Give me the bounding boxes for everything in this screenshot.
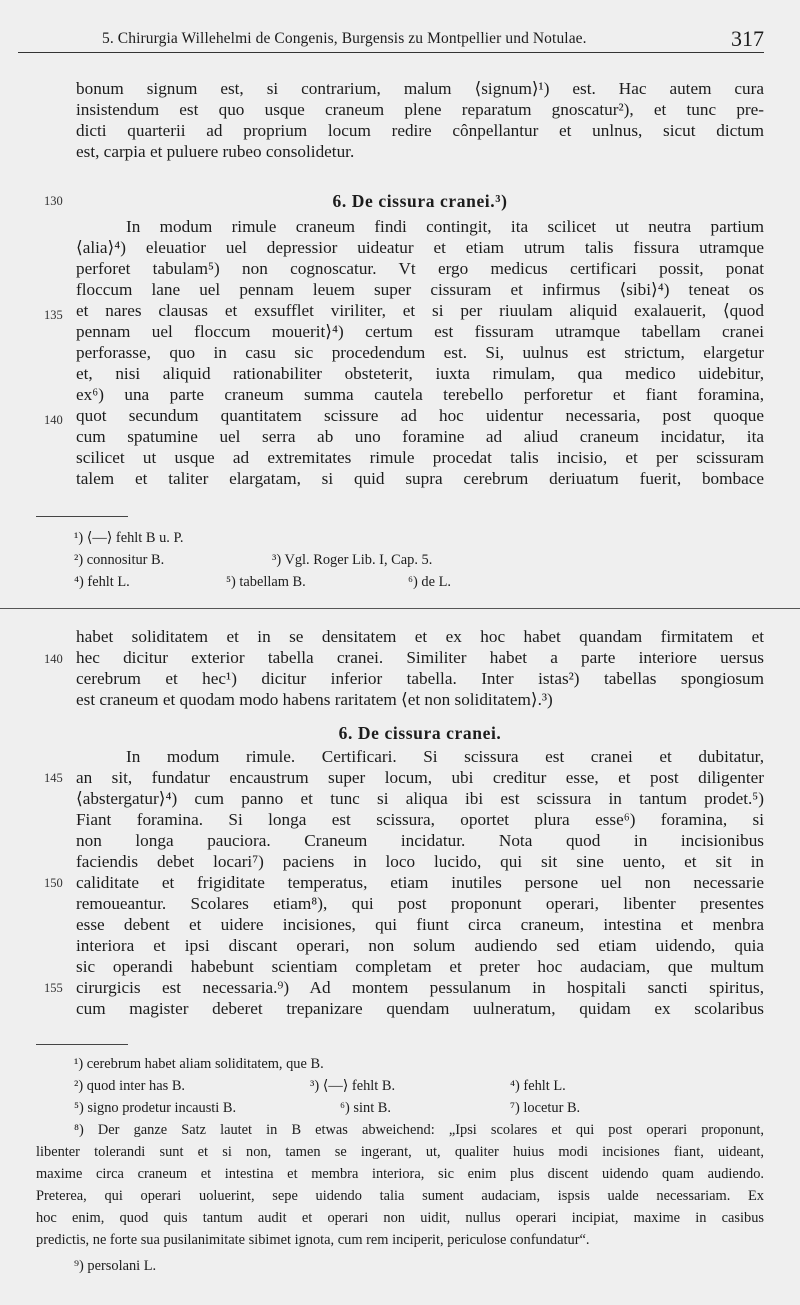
- lower-text-section: [76, 746, 764, 1019]
- text-line: cirurgicis est necessaria.⁹) Ad montem pessulanum in hospitali sancti spiritus,: [76, 978, 764, 997]
- header-title: 5. Chirurgia Willehelmi de Congenis, Burgensis zu Montpellier und Notulae.: [102, 30, 587, 47]
- text-line: cerebrum et hec¹) dicitur inferior tabella. Inter istas²) tabellas spongiosum: [76, 669, 764, 688]
- footnote: ³) ⟨—⟩ fehlt B.: [310, 1078, 396, 1094]
- footnote: ⁴) fehlt L.: [74, 574, 130, 590]
- footnote-continuation: predictis, ne forte sua pusilanimitate sibimet ignota, cum rem inciperit, periculose confundatur“.: [36, 1232, 590, 1248]
- text-line: dicti quarterii ad proprium locum redire cônpellantur et unlnus, sicut dictum: [76, 121, 764, 140]
- text-line: et, nisi aliquid rationabiliter obsteterit, iuxta rimulam, qua medico uidebitur,: [76, 364, 764, 383]
- upper-text-continuation: [76, 78, 764, 162]
- line-number: 130: [44, 194, 63, 208]
- text-line: scilicet ut usque ad extremitates rimule procedat talis incisio, et per scissuram: [76, 448, 764, 467]
- footnote-continuation: Preterea, qui operari uoluerint, sepe uidendo talia sument audaciam, ispsis ualde necessariam. Ex: [36, 1188, 764, 1204]
- text-line: talem et taliter elargatam, si quid supra cerebrum deriuatum fuerit, bombace: [76, 469, 764, 488]
- line-number: 135: [44, 308, 63, 322]
- section-heading-lower: 6. De cissura cranei.: [338, 723, 502, 743]
- page-number: 317: [731, 26, 764, 51]
- text-line: insistendum est quo usque craneum plene reparatum gnoscatur²), et tunc pre-: [76, 100, 764, 119]
- footnote-rule: [36, 1044, 128, 1045]
- text-line: pennam uel floccum mouerit⟩⁴) certum est fissuram utramque tabellam cranei: [76, 322, 764, 341]
- footnote: ¹) cerebrum habet aliam soliditatem, que B.: [74, 1056, 324, 1072]
- running-header: [36, 28, 764, 54]
- section-heading-upper: 6. De cissura cranei.³): [332, 191, 508, 211]
- text-line: cum spatumine uel serra ab uno foramine ad aliud craneum incidatur, ita: [76, 427, 764, 446]
- footnote: ³) Vgl. Roger Lib. I, Cap. 5.: [272, 552, 433, 568]
- lower-text-continuation: [76, 626, 764, 710]
- upper-text-section: [76, 216, 764, 489]
- line-number: 145: [44, 771, 63, 785]
- footnote: ⁹) persolani L.: [74, 1258, 157, 1274]
- text-line: perforet tabulam⁵) non cognoscatur. Vt ergo medicus certificari possit, ponat: [76, 259, 764, 278]
- text-line: floccum lane uel pennam leuem super cissuram et infirmus ⟨sibi⟩⁴) teneat os: [76, 280, 764, 299]
- text-line: quot secundum quantitatem scissure ad hoc uidentur necessaria, post quoque: [76, 406, 764, 425]
- footnote: ⁴) fehlt L.: [510, 1078, 566, 1094]
- text-line: remoueantur. Scolares etiam⁸), qui post proponunt operari, libenter presentes: [76, 894, 764, 913]
- text-line: In modum rimule. Certificari. Si scissura est cranei et dubitatur,: [126, 747, 764, 766]
- text-line: hec dicitur exterior tabella cranei. Similiter habet a parte interiore uersus: [76, 648, 764, 667]
- footnote: ⁸) Der ganze Satz lautet in B etwas abweichend: „Ipsi scolares et qui post operari proponunt,: [74, 1122, 764, 1138]
- footnote-continuation: hoc enim, quod quis tantum audit et operari non uidit, nullus operari incipiat, maxime in casibus: [36, 1210, 764, 1226]
- line-number: 155: [44, 981, 63, 995]
- text-line: non longa pauciora. Craneum incidatur. Nota quod in incisionibus: [76, 831, 764, 850]
- text-line: esse debent et uidere incisiones, qui fiunt circa craneum, intestina et menbra: [76, 915, 764, 934]
- header-rule: [18, 52, 764, 53]
- footnote: ²) connositur B.: [74, 552, 165, 568]
- line-number: 140: [44, 413, 63, 427]
- text-line: ⟨alia⟩⁴) eleuatior uel depressior uideatur et etiam utrum talis fissura utramque: [76, 238, 764, 257]
- text-line: ex⁶) una parte craneum summa cautela terebello perforetur et fiant foramina,: [76, 385, 764, 404]
- footnote-continuation: maxime circa craneum et intestina et membra interiora, sic enim plus discent uidendo quam audiendo.: [36, 1166, 764, 1182]
- footnote: ¹) ⟨—⟩ fehlt B u. P.: [74, 530, 184, 546]
- text-line: interiora et ipsi discant operari, non solum audiendo sed etiam uidendo, quia: [76, 936, 764, 955]
- text-line: ⟨abstergatur⟩⁴) cum panno et tunc si aliqua ibi est scissura in tantum prodet.⁵): [76, 789, 764, 808]
- text-line: faciendis debet locari⁷) paciens in loco lucido, qui sit sine uento, et sit in: [76, 852, 764, 871]
- footnote: ⁶) sint B.: [340, 1100, 391, 1116]
- text-line: bonum signum est, si contrarium, malum ⟨signum⟩¹) est. Hac autem cura: [76, 79, 764, 98]
- text-line: est, carpia et puluere rubeo consolidetur.: [76, 142, 355, 161]
- footnote: ⁷) locetur B.: [510, 1100, 581, 1116]
- text-line: Fiant foramina. Si longa est scissura, oportet plura esse⁶) foramina, si: [76, 810, 764, 829]
- footnote: ⁶) de L.: [408, 574, 451, 590]
- text-line: caliditate et frigiditate temperatus, etiam inutiles persone uel non necessarie: [76, 873, 764, 892]
- text-line: et nares clausas et exsufflet viriliter, et si per riuulam aliquid exalauerit, ⟨quod: [76, 301, 764, 320]
- footnote: ⁵) tabellam B.: [226, 574, 306, 590]
- text-line: est craneum et quodam modo habens raritatem ⟨et non soliditatem⟩.³): [76, 690, 553, 709]
- line-number: 140: [44, 652, 63, 666]
- text-line: habet soliditatem et in se densitatem et ex hoc habet quandam firmitatem et: [76, 627, 764, 646]
- text-line: In modum rimule craneum findi contingit, ita scilicet ut neutra partium: [126, 217, 764, 236]
- text-line: an sit, fundatur encaustrum super locum, ubi creditur esse, et post diligenter: [76, 768, 764, 787]
- section-separator: [0, 608, 800, 609]
- footnote: ²) quod inter has B.: [74, 1078, 186, 1094]
- text-line: sic operandi habebunt scientiam completam et preter hoc audaciam, que multum: [76, 957, 764, 976]
- text-line: perforasse, quo in casu sic procedendum est. Si, uulnus est strictum, elargetur: [76, 343, 764, 362]
- footnote: ⁵) signo prodetur incausti B.: [74, 1100, 237, 1116]
- line-number: 150: [44, 876, 63, 890]
- text-line: cum magister deberet trepanizare quendam uulneratum, quidam ex scolaribus: [76, 999, 764, 1018]
- footnote-continuation: libenter tolerandi sunt et si non, tamen se ingerant, ut, qualiter huius modi incisiones fiant, uideant,: [36, 1144, 764, 1160]
- footnote-rule: [36, 516, 128, 517]
